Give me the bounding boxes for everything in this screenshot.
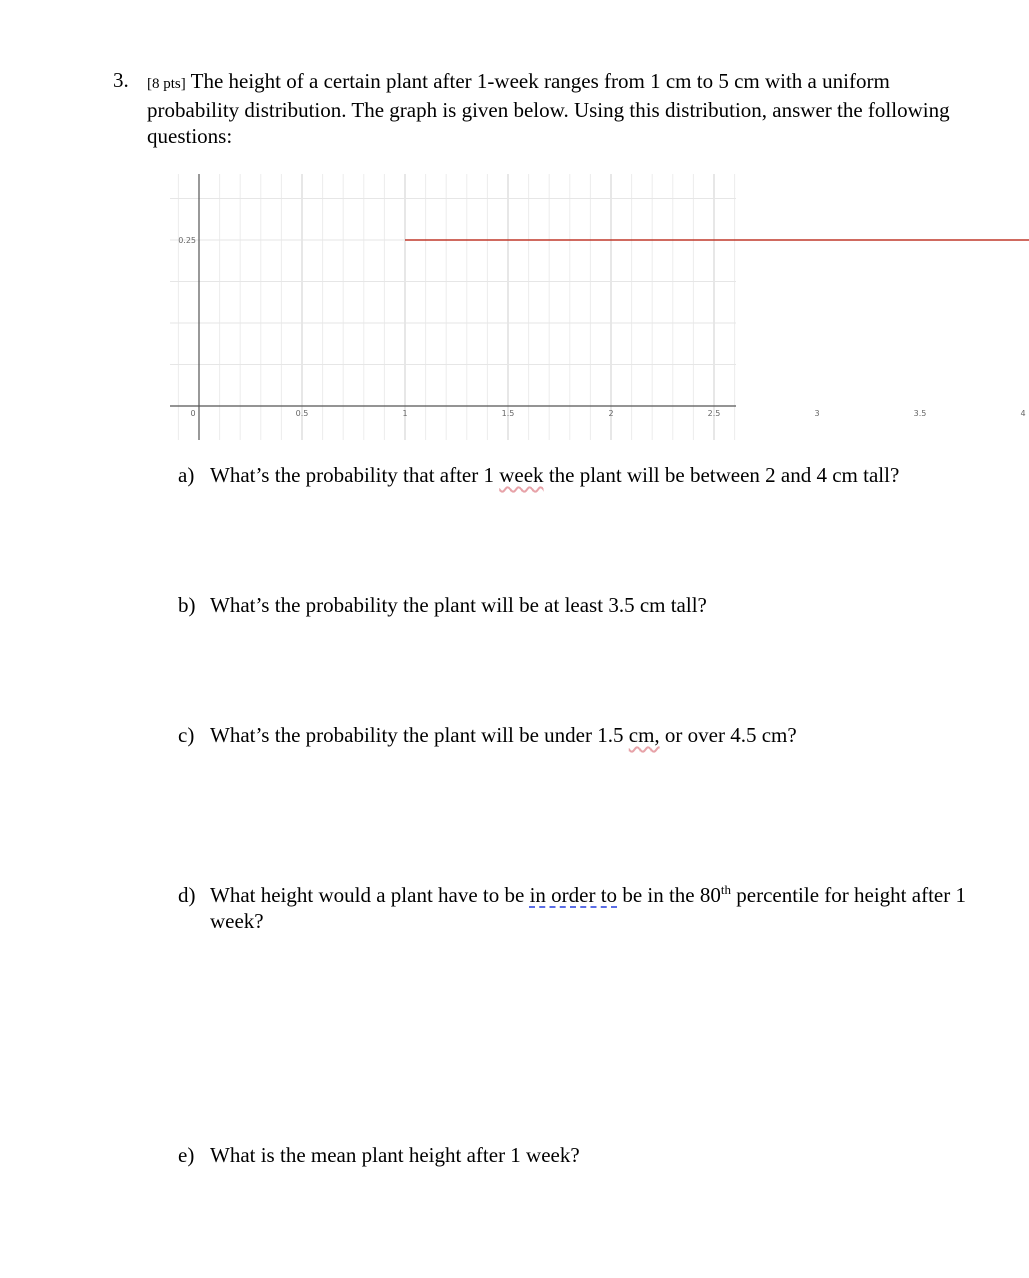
y-tick-label: 0.25: [178, 236, 196, 245]
chart-svg: [170, 172, 1026, 442]
x-tick-label: 2: [608, 409, 614, 418]
x-tick-label: 1.5: [501, 409, 515, 418]
question-d: [178, 882, 966, 933]
x-tick-label: 3.5: [913, 409, 927, 418]
question-a: [178, 462, 900, 488]
x-tick-label: 0: [190, 409, 196, 418]
problem-number: 3.: [113, 68, 129, 92]
uniform-distribution-chart: [170, 172, 1026, 442]
chart-labels: [178, 236, 1029, 418]
question-c-label: c): [178, 723, 195, 747]
question-b-label: b): [178, 593, 196, 617]
grammar-flag[interactable]: in order to: [529, 883, 618, 907]
question-a-text: What’s the probability that after 1 week the plant will be between 2 and 4 cm tall?: [210, 463, 900, 487]
x-tick-label: 4: [1020, 409, 1026, 418]
x-tick-label: 1: [402, 409, 408, 418]
x-tick-label: 0.5: [295, 409, 309, 418]
question-b-text: What’s the probability the plant will be at least 3.5 cm tall?: [210, 593, 707, 617]
spellcheck-flag[interactable]: cm,: [628, 723, 660, 747]
question-c-text: What’s the probability the plant will be under 1.5 cm, or over 4.5 cm?: [210, 723, 797, 747]
question-e-text: What is the mean plant height after 1 week?: [210, 1143, 580, 1167]
chart-axes: [170, 174, 736, 440]
question-b: [178, 592, 707, 618]
question-c: [178, 722, 797, 748]
problem-statement: The height of a certain plant after 1-week ranges from 1 cm to 5 cm with a uniform probability distribution. The graph is given below. Using this distribution, answer the following questions:: [147, 69, 950, 148]
problem-text: [147, 68, 977, 149]
chart-grid: [170, 174, 736, 440]
x-tick-label: 3: [814, 409, 820, 418]
question-e-label: e): [178, 1143, 195, 1167]
question-a-label: a): [178, 463, 195, 487]
question-e: [178, 1142, 580, 1168]
question-d-text: What height would a plant have to be in order to be in the 80th percentile for height after 1 week?: [210, 882, 966, 933]
points-label: [8 pts]: [147, 76, 186, 92]
x-tick-label: 2.5: [707, 409, 721, 418]
spellcheck-flag[interactable]: week: [499, 463, 544, 487]
question-d-label: d): [178, 883, 196, 907]
